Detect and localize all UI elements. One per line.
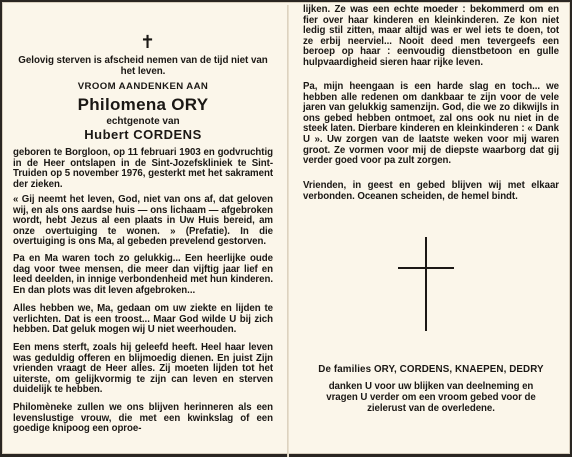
cross-icon: ✝: [140, 32, 156, 52]
memorial-card: [2, 2, 570, 454]
deceased-name: Philomena ORY: [77, 95, 209, 114]
paragraph-3: Alles hebben we, Ma, gedaan om uw ziekte en lijden te verlichten. Dat is een troost... Maar God wilde U bij zich hebben. Dat geluk mogen wij U niet weerhouden.: [13, 303, 273, 336]
paragraph-4: Een mens sterft, zoals hij geleefd heeft. Heel haar leven was geduldig offeren en blijmoedig dienen. En juist Zijn vrienden vraagt de Heer alles. Zij moeten lijden tot het uiterste, om gelijkvormig te zijn can leven en sterven duidelijk te hebben.: [13, 342, 273, 396]
families-line: De families ORY, CORDENS, KNAEPEN, DEDRY: [318, 364, 544, 375]
paragraph-5: Philomèneke zullen we ons blijven herinneren als een levenslustige vrouw, die met een kwinkslag of een goedige knipoog een oproe-: [13, 402, 273, 435]
thanks-text: danken U voor uw blijken van deelneming en vragen U verder om een vroom gebed voor de zielerust van de overledene.: [326, 381, 536, 415]
paragraph-8: Vrienden, in geest en gebed blijven wij met elkaar verbonden. Oceanen scheiden, de hemel bindt.: [303, 180, 559, 202]
paragraph-1: « Gij neemt het leven, God, niet van ons af, dat geloven wij, en als ons aardse huis — ons lichaam — afgebroken wordt, hebt Jezus al een plaats in Uw Huis bereid, am onze overtuiging te wonen. » (Prefatie). In die overtuiging is ons Ma, al gebeden prevelend gestorven.: [13, 194, 273, 248]
remembrance-heading: VROOM AANDENKEN AAN: [77, 81, 209, 92]
bio-text: geboren te Borgloon, op 11 februari 1903 en godvruchtig in de Heer ontslapen in de Sint-Jozefskliniek te Sint-Truiden op 5 november 1976, gesterkt met het sakrament der zieken.: [13, 147, 273, 190]
paragraph-2: Pa en Ma waren toch zo gelukkig... Een heerlijke oude dag voor twee mensen, die meer dan vijftig jaar lief en leed deelden, in innige verbondenheid met hun kinderen. En dan plots was dit leven afgebroken...: [13, 253, 273, 296]
spouse-name: Hubert CORDENS: [84, 127, 202, 142]
paragraph-7: Pa, mijn heengaan is een harde slag en toch... we hebben alle redenen om dankbaar te zijn voor de vele jaren van gelukkig samenzijn. God, die we zo dikwijls in ons gebed hebben ontmoet, zal ons ook nu niet in de steek laten. Dierbare kinderen en kleinkinderen : « Dank U ». Uw zorgen van de laatste weken voor mij waren groot. Ze vormen voor mij de diepste waarborg dat gij verder goed voor pa zult zorgen.: [303, 81, 559, 167]
spouse-label: echtgenote van: [106, 116, 180, 127]
intro-text: Gelovig sterven is afscheid nemen van de tijd niet van het leven.: [18, 55, 268, 77]
paragraph-6: lijken. Ze was een echte moeder : bekommerd om en fier over haar kinderen en kleinkinderen. Ze kon niet ledig stil zitten, maar altijd was er wel iets te doen, tot ze erbij neerviel... Nooit deed men tevergeefs een beroep op haar : eenvoudig dienstbetoon en gulle hulpvaardigheid sieren haar rijke leven.: [303, 4, 559, 68]
card-fold: [287, 5, 289, 457]
